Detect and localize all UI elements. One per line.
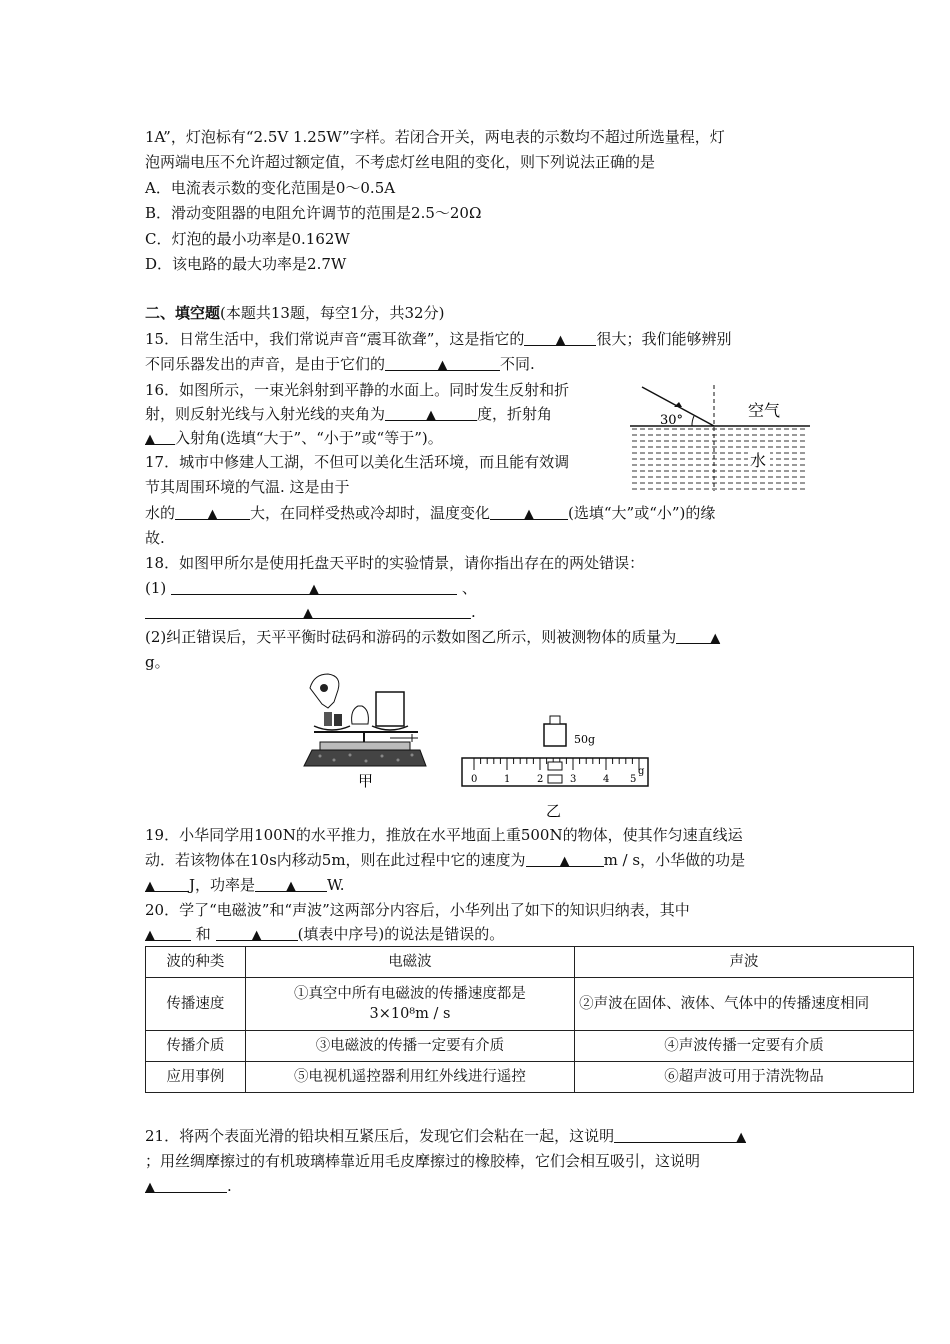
q18-line5: g。 bbox=[145, 653, 170, 671]
q17-line2: 节其周围环境的气温. 这是由于 bbox=[145, 478, 350, 496]
answer-mark: ▲ bbox=[559, 854, 570, 869]
object-vase-icon bbox=[352, 706, 369, 724]
q19-line2 bbox=[145, 850, 745, 870]
q20-text-b: 和 bbox=[195, 925, 211, 943]
rider-top bbox=[548, 762, 562, 770]
q18-line3 bbox=[145, 602, 476, 622]
scale-figure bbox=[458, 712, 658, 822]
q19-blank-2 bbox=[145, 875, 189, 892]
answer-mark: ▲ bbox=[710, 631, 721, 646]
table-cell-line: 3×10⁸m / s bbox=[369, 1006, 451, 1022]
q15-text-d: 不同. bbox=[500, 355, 535, 373]
q17-line4: 故. bbox=[145, 529, 165, 547]
q20-blank-1 bbox=[145, 924, 191, 941]
q21-blank-2 bbox=[145, 1176, 227, 1193]
tick-label-1: 1 bbox=[504, 774, 511, 785]
table-cell: 传播速度 bbox=[146, 978, 246, 1031]
answer-mark: ▲ bbox=[145, 879, 155, 894]
table-header-cell: 波的种类 bbox=[146, 947, 246, 978]
answer-mark: ▲ bbox=[555, 333, 566, 348]
table-cell: 传播介质 bbox=[146, 1031, 246, 1062]
q18-text-d: . bbox=[471, 603, 476, 621]
q17-line1: 17．城市中修建人工湖，不但可以美化生活环境，而且能有效调 bbox=[145, 453, 570, 471]
figure-label-jia: 甲 bbox=[358, 772, 374, 790]
balance-figure bbox=[300, 668, 430, 790]
object-box-icon bbox=[376, 692, 404, 726]
q17-blank-1 bbox=[175, 503, 250, 520]
q19-blank-3 bbox=[255, 875, 327, 892]
weight-block-2-icon bbox=[334, 714, 342, 726]
table-cell: ④声波传播一定要有介质 bbox=[575, 1031, 914, 1062]
answer-mark: ▲ bbox=[437, 358, 448, 373]
answer-mark: ▲ bbox=[524, 507, 535, 522]
table-header-cell: 电磁波 bbox=[245, 947, 574, 978]
figure-label-yi: 乙 bbox=[546, 802, 562, 820]
q15-text-c: 不同乐器发出的声音，是由于它们的 bbox=[145, 355, 386, 373]
scale-unit: g bbox=[638, 766, 645, 777]
q21-line1 bbox=[145, 1126, 746, 1146]
tick-label-5: 5 bbox=[630, 774, 637, 785]
answer-mark: ▲ bbox=[207, 507, 218, 522]
table-row bbox=[146, 1062, 914, 1093]
table-cell: ⑤电视机遥控器利用红外线进行遥控 bbox=[245, 1062, 574, 1093]
q17-line3 bbox=[145, 503, 715, 523]
q18-text-c: 、 bbox=[461, 579, 477, 597]
q18-line2 bbox=[145, 578, 477, 598]
q19-text-e: W. bbox=[327, 876, 345, 894]
angle-arc bbox=[692, 416, 694, 426]
answer-mark: ▲ bbox=[286, 879, 297, 894]
q16-line1: 16．如图所示，一束光斜射到平静的水面上。同时发生反射和折 bbox=[145, 381, 570, 399]
table-header-row bbox=[146, 947, 914, 978]
q18-text-b: (1) bbox=[145, 579, 167, 597]
q16-blank-2 bbox=[145, 428, 175, 445]
answer-mark: ▲ bbox=[303, 606, 313, 621]
table-row bbox=[146, 1031, 914, 1062]
balance-stand bbox=[320, 742, 410, 750]
table-cell: ⑥超声波可用于清洗物品 bbox=[575, 1062, 914, 1093]
table-cell: ②声波在固体、液体、气体中的传播速度相同 bbox=[575, 978, 914, 1031]
q14-line1: 1A”，灯泡标有“2.5V 1.25W”字样。若闭合开关，两电表的示数均不超过所选量程，灯 bbox=[145, 128, 725, 146]
answer-mark: ▲ bbox=[145, 928, 155, 943]
weight-label: 50g bbox=[574, 733, 596, 746]
answer-mark: ▲ bbox=[145, 1180, 155, 1195]
weight-block-icon bbox=[324, 712, 332, 726]
q16-text-d: 入射角(选填“大于”、“小于”或“等于”)。 bbox=[175, 429, 443, 447]
water-label: 水 bbox=[750, 451, 767, 470]
q14-option-a: A．电流表示数的变化范围是0～0.5A bbox=[145, 179, 396, 197]
balance-base bbox=[304, 750, 426, 766]
q15-blank-1 bbox=[524, 329, 596, 346]
refraction-figure bbox=[630, 383, 810, 493]
q18-blank-1 bbox=[171, 578, 457, 595]
q19-text-b: 动．若该物体在10s内移动5m，则在此过程中它的速度为 bbox=[145, 851, 526, 869]
q16-text-c: 度，折射角 bbox=[477, 405, 553, 423]
weight-knob-icon bbox=[550, 716, 560, 724]
table-row bbox=[146, 978, 914, 1031]
angle-label: 30° bbox=[660, 413, 684, 428]
table-cell: 应用事例 bbox=[146, 1062, 246, 1093]
q21-line3 bbox=[145, 1176, 232, 1196]
left-pan bbox=[314, 726, 350, 730]
tick-label-4: 4 bbox=[603, 774, 610, 785]
weight-50g-icon bbox=[544, 724, 566, 746]
tick-label-0: 0 bbox=[471, 774, 478, 785]
q14-option-b: B．滑动变阻器的电阻允许调节的范围是2.5～20Ω bbox=[145, 204, 482, 222]
q18-line1: 18．如图甲所尔是使用托盘天平时的实验情景，请你指出存在的两处错误： bbox=[145, 554, 645, 572]
finger-icon bbox=[320, 684, 328, 692]
q16-blank-1 bbox=[385, 404, 477, 421]
table-cell bbox=[245, 978, 574, 1031]
q15-blank-2 bbox=[385, 354, 500, 371]
q14-line2: 泡两端电压不允许超过额定值，不考虑灯丝电阻的变化，则下列说法正确的是 bbox=[145, 153, 656, 171]
q18-line4 bbox=[145, 627, 720, 647]
q16-text-b: 射，则反射光线与入射光线的夹角为 bbox=[145, 405, 386, 423]
q20-line1: 20．学了“电磁波”和“声波”这两部分内容后，小华列出了如下的知识归纳表，其中 bbox=[145, 901, 690, 919]
q16-line2 bbox=[145, 404, 552, 424]
section2-title: 二、填空题 bbox=[145, 304, 221, 322]
table-cell-line: ①真空中所有电磁波的传播速度都是 bbox=[293, 986, 526, 1002]
q19-text-c: m / s，小华做的功是 bbox=[603, 851, 746, 869]
q15-line1 bbox=[145, 329, 731, 349]
q18-blank-2 bbox=[145, 602, 471, 619]
q20-text-c: (填表中序号)的说法是错误的。 bbox=[297, 925, 505, 943]
q17-text-d: 大，在同样受热或冷却时，温度变化 bbox=[250, 504, 491, 522]
table-header-cell: 声波 bbox=[575, 947, 914, 978]
q14-option-c: C．灯泡的最小功率是0.162W bbox=[145, 230, 350, 248]
answer-mark: ▲ bbox=[736, 1130, 747, 1145]
answer-mark: ▲ bbox=[145, 432, 155, 447]
knowledge-table bbox=[145, 946, 914, 1093]
answer-mark: ▲ bbox=[426, 408, 437, 423]
q19-line1: 19．小华同学用100N的水平推力，推放在水平地面上重500N的物体，使其作匀速直线运 bbox=[145, 826, 743, 844]
rider-bottom bbox=[548, 775, 562, 783]
q17-blank-2 bbox=[490, 503, 568, 520]
q19-line3 bbox=[145, 875, 345, 895]
q17-text-c: 水的 bbox=[145, 504, 176, 522]
table-cell: ③电磁波的传播一定要有介质 bbox=[245, 1031, 574, 1062]
tick-label-2: 2 bbox=[537, 774, 544, 785]
tick-label-3: 3 bbox=[570, 774, 577, 785]
q16-line3 bbox=[145, 428, 443, 448]
answer-mark: ▲ bbox=[251, 928, 262, 943]
q15-line2 bbox=[145, 354, 535, 374]
q20-blank-2 bbox=[216, 924, 298, 941]
section2-heading bbox=[145, 303, 444, 323]
q21-text-c: . bbox=[227, 1177, 232, 1195]
air-label: 空气 bbox=[748, 401, 781, 420]
q21-text-a: 21．将两个表面光滑的铅块相互紧压后，发现它们会粘在一起，这说明 bbox=[145, 1127, 615, 1145]
q17-text-e: (选填“大”或“小”)的缘 bbox=[568, 504, 716, 522]
q14-option-d: D．该电路的最大功率是2.7W bbox=[145, 255, 347, 273]
q19-blank-1 bbox=[526, 850, 604, 867]
answer-mark: ▲ bbox=[309, 582, 320, 597]
q21-blank-1 bbox=[614, 1126, 746, 1143]
q15-text-a: 15．日常生活中，我们常说声音“震耳欲聋”，这是指它的 bbox=[145, 330, 525, 348]
q21-line2: ；用丝绸摩擦过的有机玻璃棒靠近用毛皮摩擦过的橡胶棒，它们会相互吸引，这说明 bbox=[145, 1152, 701, 1170]
q20-line2 bbox=[145, 924, 504, 944]
q18-blank-3 bbox=[676, 627, 720, 644]
section2-note: (本题共13题，每空1分，共32分) bbox=[220, 304, 445, 322]
q15-text-b: 很大；我们能够辨别 bbox=[596, 330, 732, 348]
q18-text-e: (2)纠正错误后，天平平衡时砝码和游码的示数如图乙所示，则被测物体的质量为 bbox=[145, 628, 677, 646]
q19-text-d: J，功率是 bbox=[189, 876, 256, 894]
